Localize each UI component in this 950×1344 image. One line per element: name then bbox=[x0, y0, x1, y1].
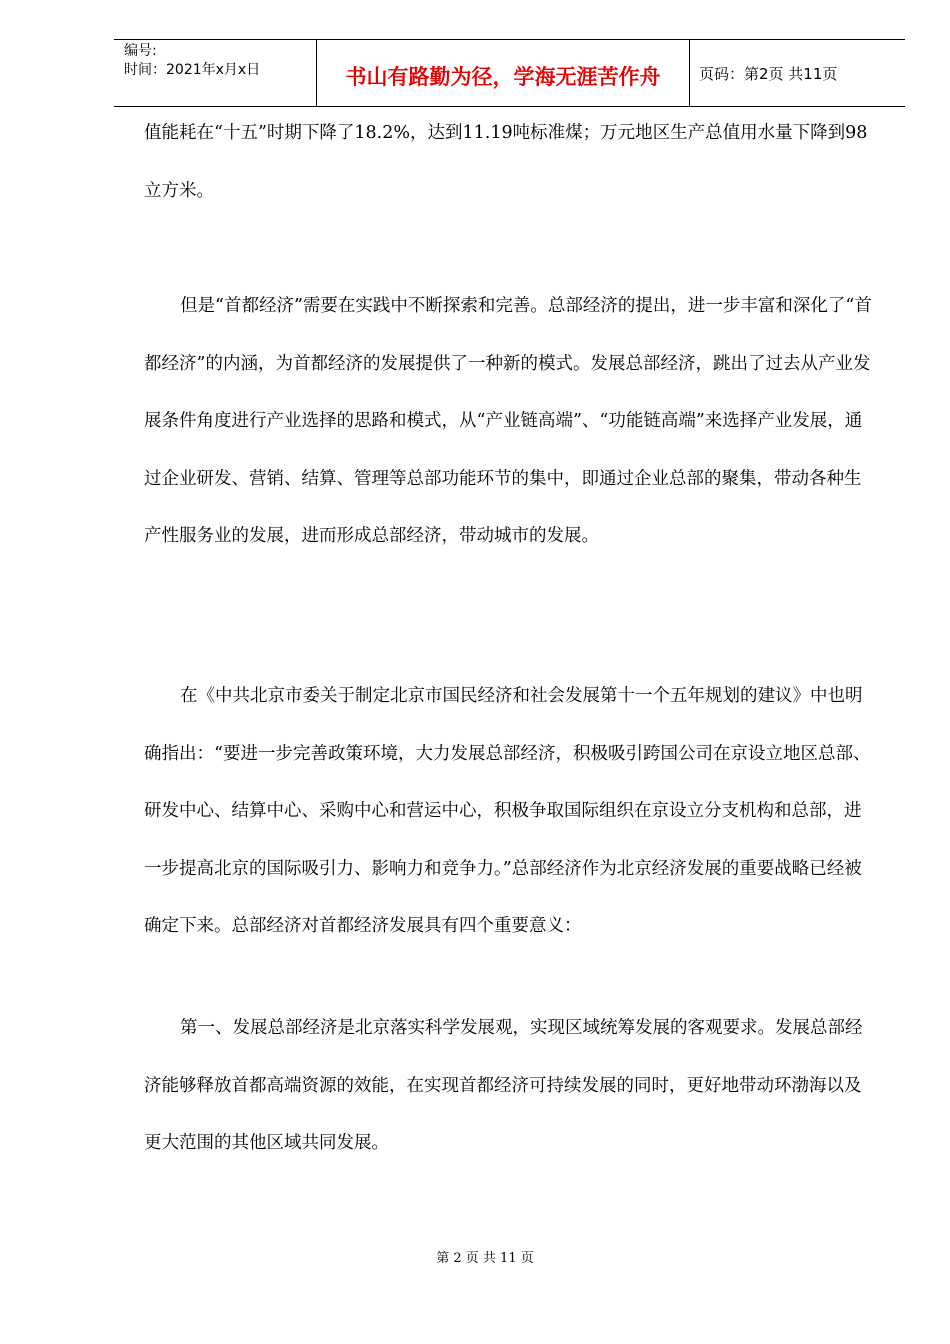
serial-label: 编号: bbox=[124, 43, 157, 59]
paragraph-municipal-proposal: 在《中共北京市委关于制定北京市国民经济和社会发展第十一个五年规划的建议》中也明确指出：“要进一步完善政策环境，大力发展总部经济，积极吸引跨国公司在京设立地区总部、研发中心、结算中心、采购中心和营运中心，积极争取国际组织在京设立分支机构和总部，进一步提高北京的国际吸引力、影响力和竞争力。”总部经济作为北京经济发展的重要战略已经被确定下来。总部经济对首都经济发展具有四个重要意义： bbox=[144, 686, 871, 936]
paragraph-first-significance: 第一、发展总部经济是北京落实科学发展观，实现区域统筹发展的客观要求。发展总部经济能够释放首都高端资源的效能，在实现首都经济可持续发展的同时，更好地带动环渤海以及更大范围的其他区域共同发展。 bbox=[144, 1018, 863, 1153]
paragraph-continuation: 值能耗在“十五”时期下降了18.2%，达到11.19吨标准煤；万元地区生产总值用水量下降到98立方米。 bbox=[144, 123, 868, 201]
header-top-rule bbox=[114, 39, 905, 40]
header-divider-right bbox=[689, 39, 690, 107]
page-header bbox=[114, 39, 905, 107]
header-page-label: 页码：第2页 共11页 bbox=[699, 65, 838, 83]
paragraph-capital-economy: 但是“首都经济”需要在实践中不断探索和完善。总部经济的提出，进一步丰富和深化了“首都经济”的内涵，为首都经济的发展提供了一种新的模式。发展总部经济，跳出了过去从产业发展条件角度进行产业选择的思路和模式，从“产业链高端”、“功能链高端”来选择产业发展，通过企业研发、营销、结算、管理等总部功能环节的集中，即通过企业总部的聚集，带动各种生产性服务业的发展，进而形成总部经济，带动城市的发展。 bbox=[144, 296, 872, 546]
time-label: 时间：2021年x月x日 bbox=[124, 62, 261, 78]
header-meta bbox=[124, 42, 260, 80]
page-footer: 第 2 页 共 11 页 bbox=[436, 1251, 534, 1266]
header-motto: 书山有路勤为径，学海无涯苦作舟 bbox=[345, 65, 661, 89]
